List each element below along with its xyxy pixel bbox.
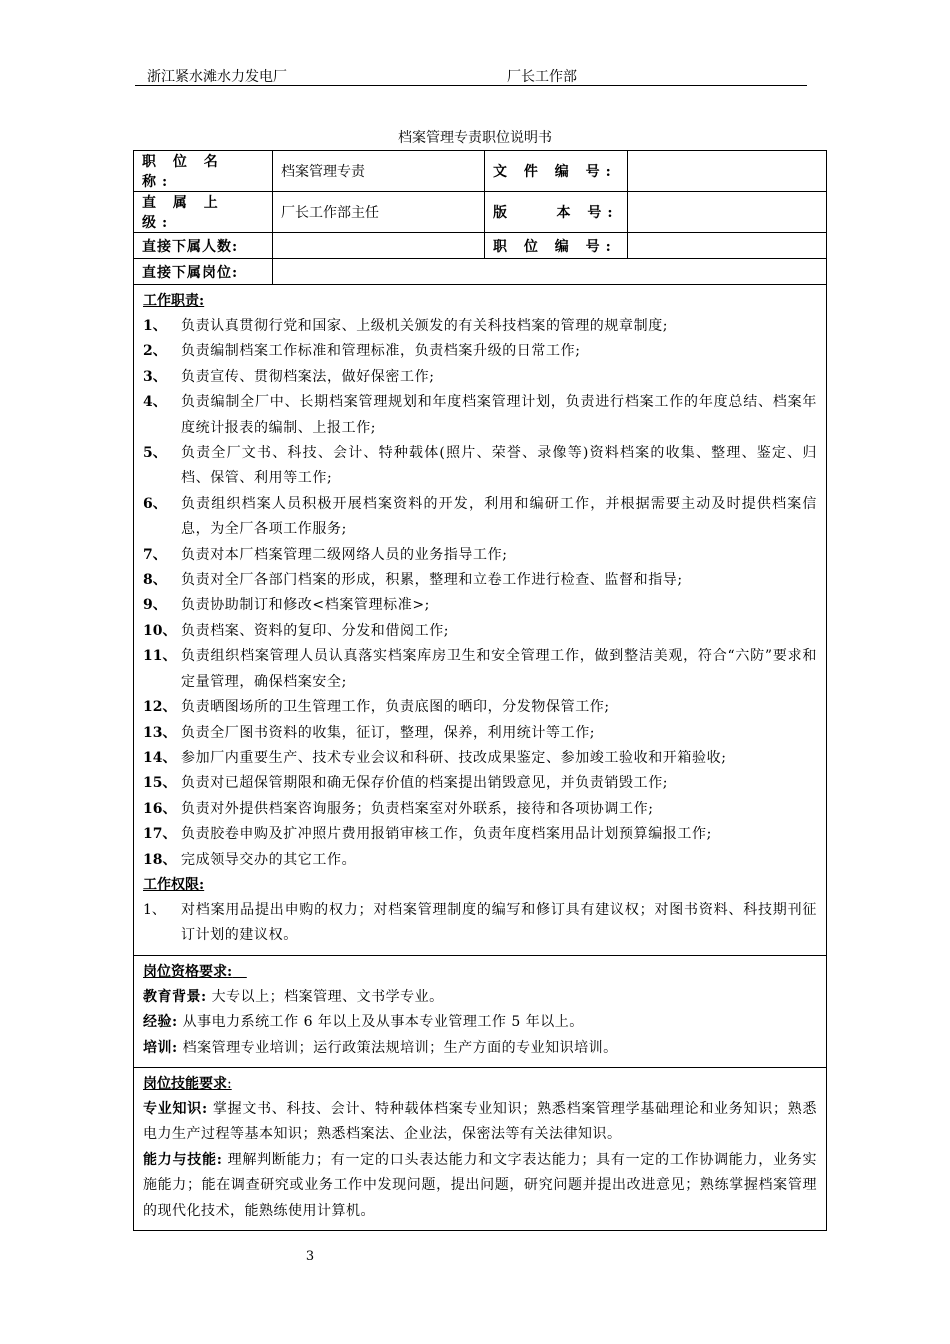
item-number: 14、 (143, 749, 177, 766)
info-row-3 (134, 233, 827, 259)
header-company: 浙江紧水滩水力发电厂 (147, 69, 287, 85)
item-number: 15、 (143, 775, 177, 792)
ability-label: 能力与技能: (143, 1151, 223, 1168)
item-number: 18、 (143, 851, 177, 868)
training-label: 培训: (143, 1039, 178, 1056)
item-number: 10、 (143, 622, 177, 639)
list-item (143, 492, 817, 543)
item-text: 负责全厂文书、科技、会计、特种载体(照片、荣誉、录像等)资料档案的收集、整理、鉴定、归档、保管、利用等工作; (181, 445, 817, 487)
superior-value: 厂长工作部主任 (273, 192, 485, 233)
list-item (143, 568, 817, 593)
version-label: 版 本 号: (485, 192, 628, 233)
item-number: 9、 (143, 597, 167, 614)
item-text: 负责对全厂各部门档案的形成，积累，整理和立卷工作进行检查、监督和指导; (181, 572, 683, 589)
training-line (143, 1036, 817, 1061)
position-description-table (133, 150, 827, 1231)
doc-no-label: 文 件 编 号: (485, 151, 628, 192)
item-text: 负责对已超保管期限和确无保存价值的档案提出销毁意见，并负责销毁工作; (181, 775, 669, 792)
education-text: 大专以上；档案管理、文书学专业。 (211, 988, 444, 1005)
subordinate-positions-label: 直接下属岗位: (134, 259, 273, 285)
position-no-value (628, 233, 827, 259)
superior-label: 直 属 上 级: (134, 192, 273, 233)
item-number: 1、 (143, 318, 167, 334)
document-title: 档案管理专责职位说明书 (398, 130, 552, 146)
item-text: 负责对本厂档案管理二级网络人员的业务指导工作; (181, 546, 508, 563)
item-number: 8、 (143, 572, 167, 589)
list-item (143, 771, 817, 796)
list-item (143, 644, 817, 695)
item-number: 12、 (143, 699, 177, 716)
item-number: 6、 (143, 495, 167, 512)
item-text: 负责编制全厂中、长期档案管理规划和年度档案管理计划，负责进行档案工作的年度总结、档案年度统计报表的编制、上报工作; (181, 394, 817, 436)
list-item (143, 339, 817, 364)
list-item (143, 314, 817, 339)
info-row-1 (134, 151, 827, 192)
duties-title: 工作职责: (143, 293, 205, 309)
knowledge-label: 专业知识: (143, 1100, 208, 1117)
version-value (628, 192, 827, 233)
skills-section (134, 1067, 827, 1230)
ability-text: 理解判断能力；有一定的口头表达能力和文字表达能力；具有一定的工作协调能力，业务实施能力；能在调查研究或业务工作中发现问题，提出问题，研究问题并提出改进意见；熟练掌握档案管理的现代化技术，能熟练使用计算机。 (143, 1151, 818, 1219)
item-number: 7、 (143, 546, 167, 563)
qualification-title: 岗位资格要求: (143, 963, 233, 980)
item-number: 4、 (143, 394, 167, 411)
list-item (143, 390, 817, 441)
list-item (143, 848, 817, 873)
item-text: 负责档案、资料的复印、分发和借阅工作; (181, 622, 450, 639)
item-text: 负责认真贯彻行党和国家、上级机关颁发的有关科技档案的管理的规章制度; (181, 318, 669, 334)
item-text: 对档案用品提出申购的权力；对档案管理制度的编写和修订具有建议权；对图书资料、科技期刊征订计划的建议权。 (181, 901, 817, 944)
duties-list (143, 314, 817, 873)
education-line (143, 985, 817, 1010)
item-number: 2、 (143, 343, 167, 360)
position-name-label: 职 位 名 称: (134, 151, 273, 192)
training-text: 档案管理专业培训；运行政策法规培训；生产方面的专业知识培训。 (182, 1039, 618, 1056)
item-number: 1、 (143, 901, 166, 918)
item-text: 负责胶卷申购及扩冲照片费用报销审核工作，负责年度档案用品计划预算编报工作; (181, 826, 712, 843)
item-number: 17、 (143, 826, 177, 843)
position-no-label: 职 位 编 号: (485, 233, 628, 259)
item-text: 负责协助制订和修改<档案管理标准>; (181, 597, 430, 614)
item-number: 13、 (143, 724, 177, 741)
list-item (143, 797, 817, 822)
list-item (143, 441, 817, 492)
item-text: 负责对外提供档案咨询服务；负责档案室对外联系，接待和各项协调工作; (181, 800, 654, 817)
experience-label: 经验: (143, 1014, 178, 1031)
item-number: 16、 (143, 800, 177, 817)
item-text: 负责组织档案人员积极开展档案资料的开发，利用和编研工作，并根据需要主动及时提供档案信息，为全厂各项工作服务; (181, 495, 817, 538)
experience-line (143, 1010, 817, 1035)
list-item (143, 898, 817, 949)
knowledge-line (143, 1097, 817, 1148)
authority-list (143, 898, 817, 949)
item-number: 11、 (143, 648, 177, 665)
list-item (143, 746, 817, 771)
item-text: 完成领导交办的其它工作。 (181, 851, 357, 868)
item-text: 负责编制档案工作标准和管理标准，负责档案升级的日常工作; (181, 343, 581, 360)
education-label: 教育背景: (143, 988, 207, 1005)
item-text: 负责全厂图书资料的收集，征订，整理，保养，利用统计等工作; (181, 724, 596, 741)
item-text: 负责组织档案管理人员认真落实档案库房卫生和安全管理工作，做到整洁美观，符合“六防”要求和定量管理，确保档案安全; (181, 648, 817, 690)
subordinate-count-label: 直接下属人数: (134, 233, 273, 259)
header-divider (135, 85, 807, 86)
header-department: 厂长工作部 (507, 69, 577, 85)
subordinate-positions-value (273, 259, 827, 285)
knowledge-text: 掌握文书、科技、会计、特种载体档案专业知识；熟悉档案管理学基础理论和业务知识；熟悉电力生产过程等基本知识；熟悉档案法、企业法，保密法等有关法律知识。 (143, 1100, 818, 1143)
experience-text: 从事电力系统工作 6 年以上及从事本专业管理工作 5 年以上。 (182, 1014, 584, 1031)
page-number: 3 (305, 1249, 315, 1264)
list-item (143, 721, 817, 746)
list-item (143, 593, 817, 618)
duties-section (134, 285, 827, 956)
item-text: 参加厂内重要生产、技术专业会议和科研、技改成果鉴定、参加竣工验收和开箱验收; (181, 749, 727, 766)
position-name-value: 档案管理专责 (273, 151, 485, 192)
doc-no-value (628, 151, 827, 192)
ability-line (143, 1148, 817, 1224)
item-text: 负责宣传、贯彻档案法，做好保密工作; (181, 368, 435, 385)
subordinate-count-value (273, 233, 485, 259)
list-item (143, 695, 817, 720)
item-number: 3、 (143, 368, 167, 385)
list-item (143, 543, 817, 568)
list-item (143, 822, 817, 847)
list-item (143, 619, 817, 644)
info-row-4 (134, 259, 827, 285)
item-text: 负责晒图场所的卫生管理工作，负责底图的晒印，分发物保管工作; (181, 699, 610, 716)
qualification-section (134, 955, 827, 1067)
authority-title: 工作权限: (143, 876, 205, 893)
skills-title: 岗位技能要求: (143, 1075, 232, 1092)
list-item (143, 365, 817, 390)
info-row-2 (134, 192, 827, 233)
item-number: 5、 (143, 445, 167, 462)
